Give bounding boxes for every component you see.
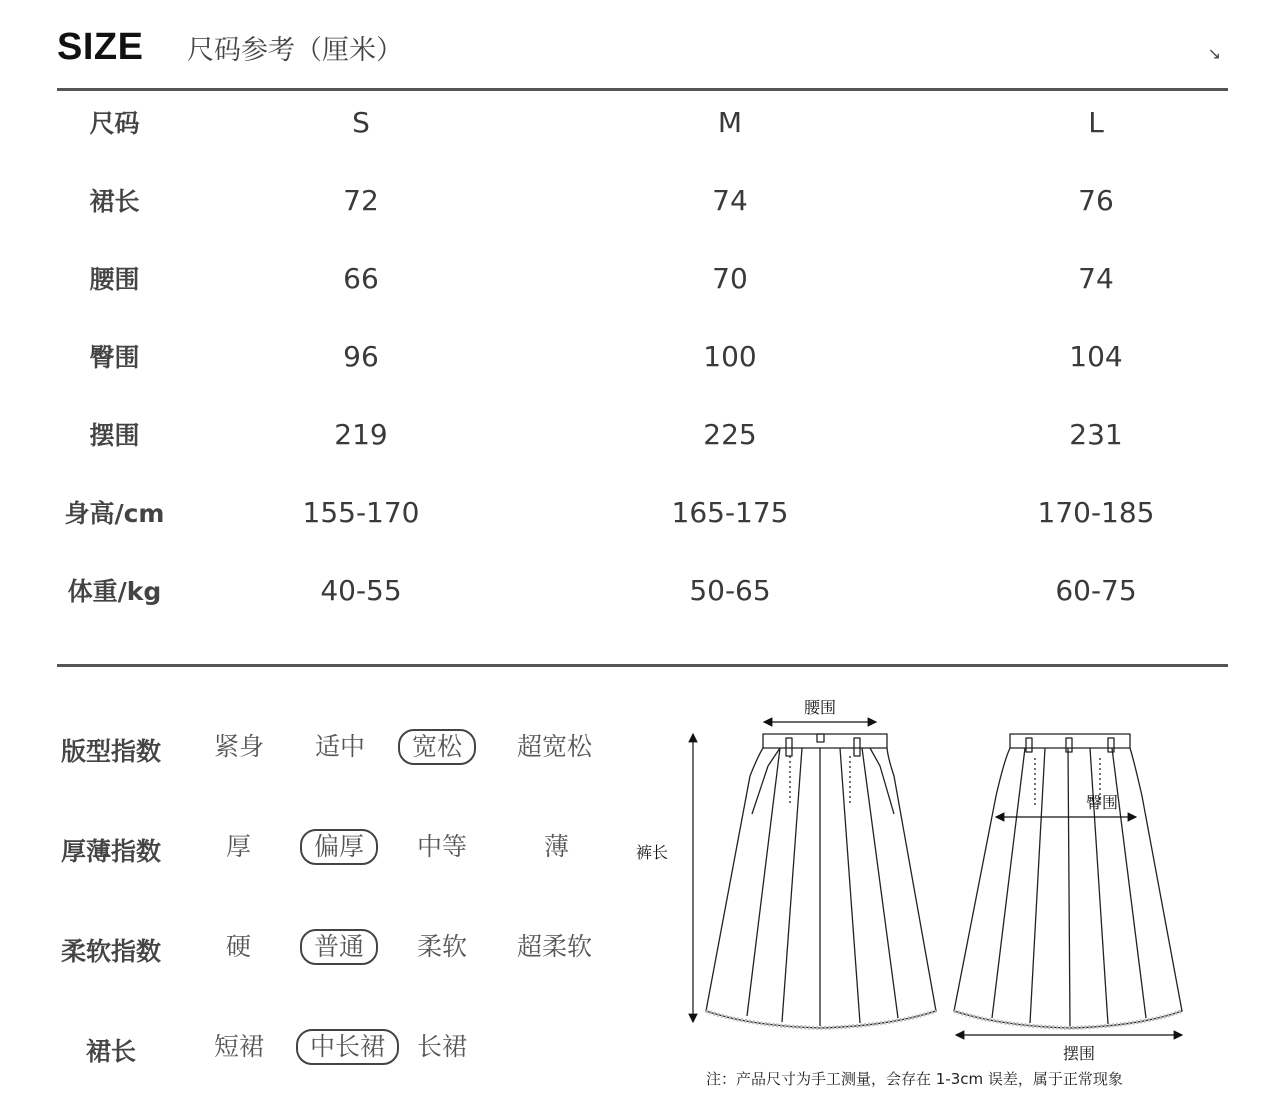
option-loose-selected: 宽松 — [398, 729, 476, 765]
top-divider — [57, 88, 1228, 91]
table-row — [57, 564, 1228, 624]
table-row — [57, 486, 1228, 546]
softness-index-label: 柔软指数 — [60, 937, 161, 966]
size-subtitle: 尺码参考（厘米） — [187, 35, 403, 66]
hem-label: 摆围 — [1063, 1044, 1096, 1063]
row-label: 裙长 — [89, 187, 140, 216]
page-header — [57, 22, 1227, 72]
row-label: 腰围 — [89, 265, 140, 294]
table-row — [57, 330, 1228, 390]
table-cell: 74 — [712, 184, 748, 217]
option-slightly-thick-selected: 偏厚 — [300, 829, 378, 865]
thickness-index-label: 厚薄指数 — [60, 837, 161, 866]
table-cell: 104 — [1069, 340, 1123, 373]
table-row — [57, 252, 1228, 312]
thickness-index-row — [57, 826, 657, 876]
table-cell: 155-170 — [302, 496, 420, 529]
table-cell: 60-75 — [1055, 574, 1137, 607]
measurement-note: 注：产品尺寸为手工测量，会存在 1-3cm 误差，属于正常现象 — [706, 1070, 1123, 1088]
table-cell: 231 — [1069, 418, 1123, 451]
table-cell: 219 — [334, 418, 388, 451]
length-label: 裤长 — [636, 843, 669, 862]
table-cell: 100 — [703, 340, 757, 373]
table-row — [57, 174, 1228, 234]
table-cell: 76 — [1078, 184, 1114, 217]
option-midi-skirt-selected: 中长裙 — [296, 1029, 399, 1065]
option-regular: 适中 — [315, 732, 366, 761]
column-header-m: M — [717, 106, 743, 139]
waist-label: 腰围 — [804, 698, 837, 717]
table-cell: 72 — [343, 184, 379, 217]
row-label: 体重/kg — [67, 577, 162, 606]
table-cell: 170-185 — [1037, 496, 1155, 529]
option-tight: 紧身 — [214, 732, 265, 761]
fit-index-label: 版型指数 — [60, 737, 161, 766]
column-header-l: L — [1088, 106, 1104, 139]
table-header-row — [57, 96, 1228, 156]
arrow-down-right-icon: ↘ — [1207, 44, 1221, 63]
table-cell: 74 — [1078, 262, 1114, 295]
table-header-label: 尺码 — [89, 109, 140, 138]
skirt-length-label: 裙长 — [85, 1037, 136, 1066]
option-hard: 硬 — [226, 932, 252, 961]
table-cell: 96 — [343, 340, 379, 373]
skirt-diagram — [630, 686, 1230, 1086]
size-heading: SIZE — [57, 26, 144, 68]
option-thin: 薄 — [544, 832, 570, 861]
row-label: 身高/cm — [64, 499, 165, 528]
option-thick: 厚 — [226, 832, 252, 861]
option-extra-loose: 超宽松 — [517, 732, 593, 761]
table-cell: 66 — [343, 262, 379, 295]
middle-divider — [57, 664, 1228, 667]
option-normal-selected: 普通 — [300, 929, 378, 965]
hip-label: 臀围 — [1086, 793, 1119, 812]
table-cell: 40-55 — [320, 574, 402, 607]
skirt-illustration — [630, 686, 1230, 1066]
table-cell: 50-65 — [689, 574, 771, 607]
fit-index-row — [57, 726, 657, 776]
option-medium: 中等 — [417, 832, 468, 861]
option-long-skirt: 长裙 — [417, 1032, 468, 1061]
table-cell: 225 — [703, 418, 757, 451]
table-row — [57, 408, 1228, 468]
row-label: 摆围 — [89, 421, 140, 450]
row-label: 臀围 — [89, 343, 140, 372]
option-short-skirt: 短裙 — [214, 1032, 265, 1061]
softness-index-row — [57, 926, 657, 976]
table-cell: 165-175 — [671, 496, 789, 529]
option-extra-soft: 超柔软 — [517, 932, 593, 961]
option-soft: 柔软 — [417, 932, 468, 961]
column-header-s: S — [352, 106, 370, 139]
table-cell: 70 — [712, 262, 748, 295]
skirt-length-row — [57, 1026, 657, 1076]
